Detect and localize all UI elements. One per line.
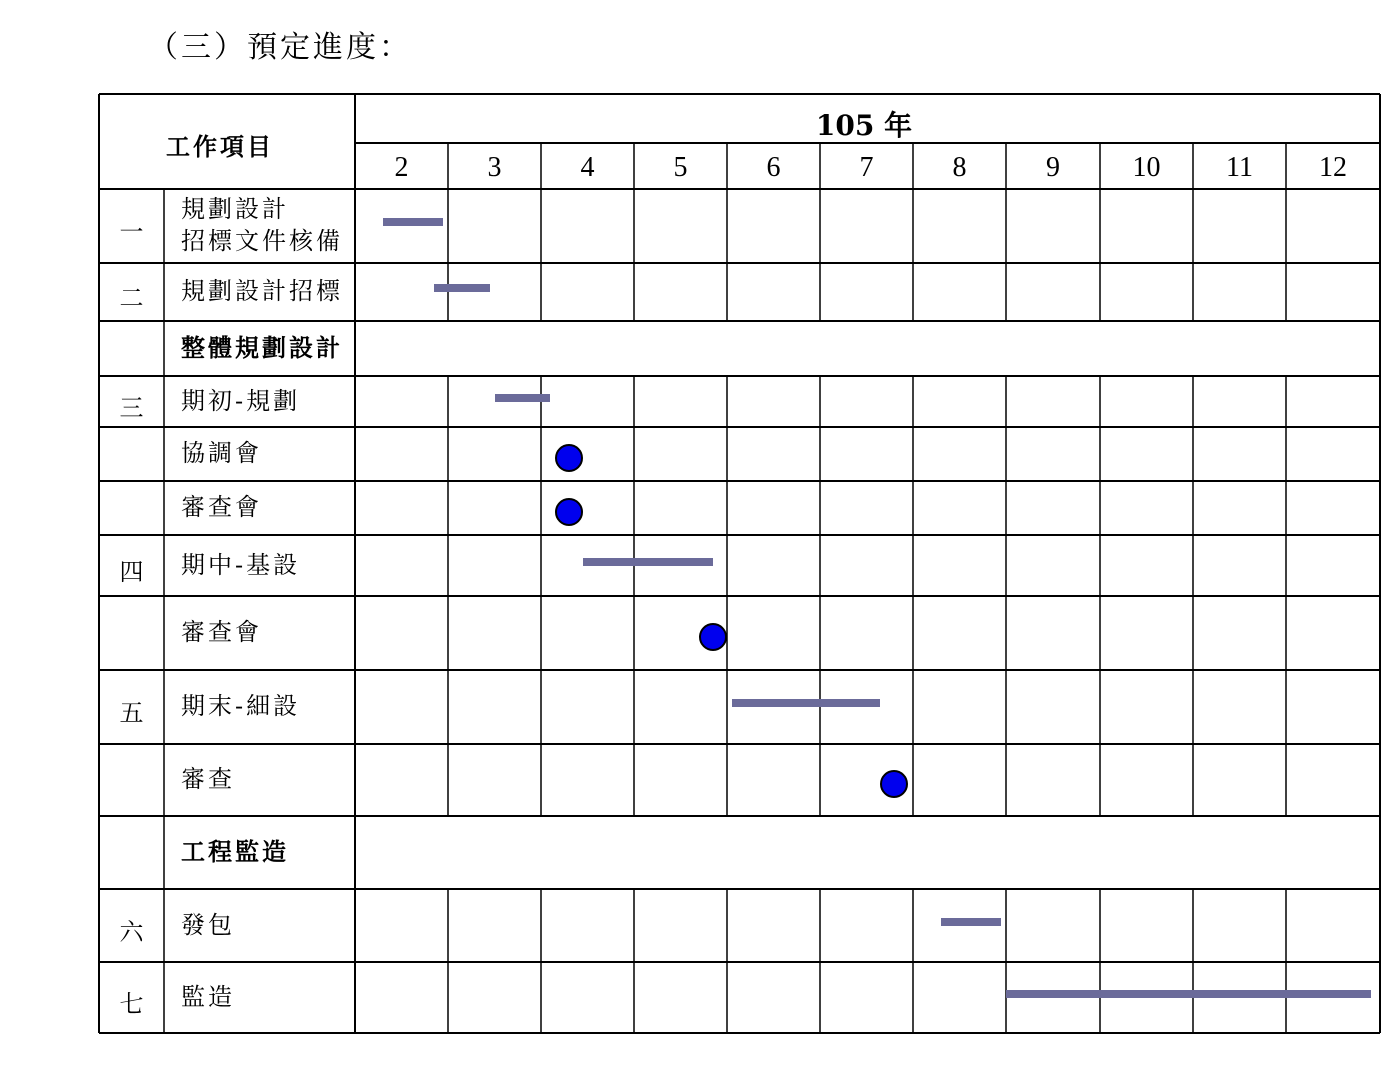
month-label: 9	[1046, 152, 1060, 183]
month-label: 10	[1132, 152, 1161, 183]
row-number: 一	[119, 218, 144, 246]
schedule-bar	[583, 558, 713, 566]
section-heading: （三）預定進度：	[148, 30, 412, 65]
month-label: 4	[580, 152, 595, 183]
task-label: 期末-細設	[181, 692, 301, 720]
month-label: 12	[1319, 152, 1347, 183]
row-number: 六	[119, 917, 144, 946]
milestone-dot	[699, 623, 727, 651]
month-label: 3	[487, 152, 502, 183]
header-item-label: 工作項目	[166, 132, 274, 161]
schedule-bar	[495, 394, 551, 402]
task-label: 規劃設計	[181, 195, 289, 223]
task-label: 期中-基設	[181, 550, 301, 579]
schedule-bar	[383, 218, 443, 226]
month-label: 8	[952, 152, 967, 183]
milestone-dot	[555, 498, 583, 526]
month-label: 7	[859, 152, 874, 183]
row-number: 三	[119, 393, 144, 422]
month-label: 5	[673, 152, 688, 183]
row-number: 七	[119, 989, 144, 1018]
row-number: 四	[119, 557, 144, 586]
section-label: 工程監造	[181, 836, 289, 866]
task-label: 審查	[181, 765, 235, 793]
task-label: 發包	[181, 910, 235, 939]
month-label: 6	[766, 152, 781, 183]
section-label: 整體規劃設計	[181, 332, 343, 362]
month-label: 2	[394, 152, 409, 183]
schedule-bar	[434, 284, 490, 292]
task-label: 審查會	[181, 618, 262, 646]
milestone-dot	[880, 770, 908, 798]
header-year-label: 105 年	[815, 109, 913, 142]
month-label: 11	[1226, 152, 1253, 183]
milestone-dot	[555, 444, 583, 472]
task-label: 規劃設計招標	[181, 277, 343, 305]
task-label: 審查會	[181, 493, 262, 521]
row-number: 二	[119, 284, 144, 312]
task-label: 協調會	[181, 439, 262, 467]
schedule-bar	[1006, 990, 1371, 998]
task-label: 招標文件核備	[181, 227, 343, 255]
task-label: 期初-規劃	[181, 386, 301, 415]
row-number: 五	[119, 699, 144, 727]
schedule-bar	[941, 918, 1001, 926]
task-label: 監造	[181, 982, 235, 1011]
schedule-bar	[732, 699, 881, 707]
